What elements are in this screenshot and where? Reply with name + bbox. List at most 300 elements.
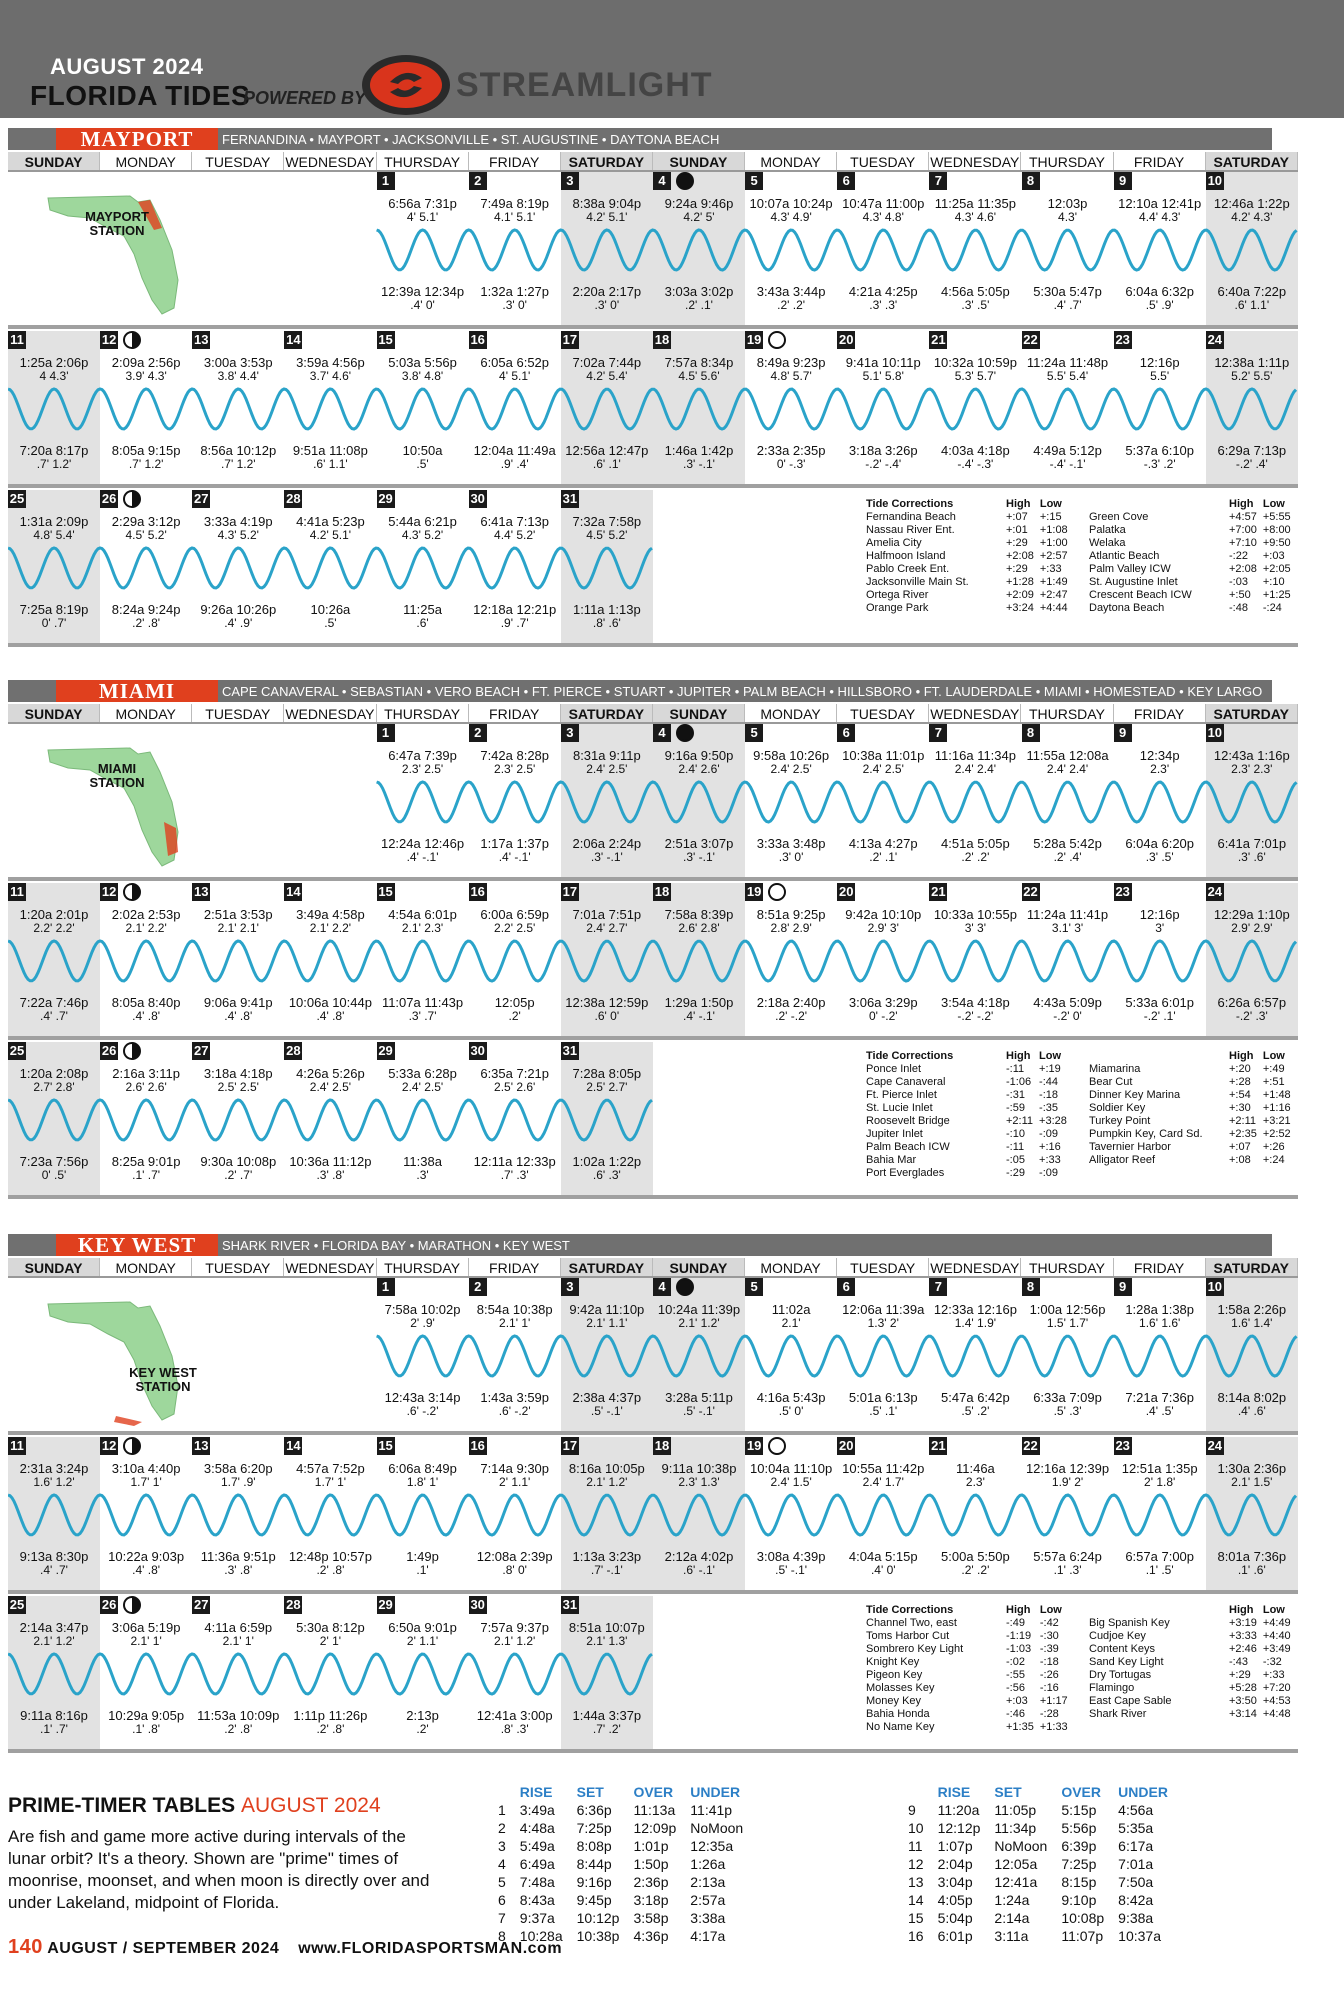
low-tide-times xyxy=(100,1549,192,1576)
pt-column-header: SET xyxy=(994,1784,1022,1800)
low-tide-time: 1:46a 1:42p xyxy=(664,443,734,458)
high-tide-time: 7:49a 8:19p xyxy=(480,196,550,211)
corrections-cell: +3:19 xyxy=(1229,1617,1257,1629)
low-tide-level: .4' 0' xyxy=(870,1563,896,1577)
low-tide-times xyxy=(561,1549,653,1576)
corrections-cell: -:28 xyxy=(1039,1708,1059,1720)
corrections-cell: +1:25 xyxy=(1262,589,1291,601)
high-tide-times xyxy=(1206,1461,1298,1488)
low-tide-level: .8' 0' xyxy=(502,1563,527,1577)
low-tide-time: 9:06a 9:41p xyxy=(203,995,273,1010)
high-tide-time: 3:06a 5:19p xyxy=(111,1620,181,1635)
high-tide-level: 4.3' 4.6' xyxy=(954,210,997,224)
corrections-cell: +:33 xyxy=(1262,1669,1285,1681)
high-tide-time: 9:24a 9:46p xyxy=(664,196,734,211)
prime-timer-heading: PRIME-TIMER TABLES xyxy=(8,1794,236,1817)
low-tide-level: -.3' .2' xyxy=(1143,457,1176,471)
low-tide-times xyxy=(192,443,284,470)
low-tide-times xyxy=(284,1154,376,1181)
pt-day: 13 xyxy=(908,1874,924,1890)
low-tide-time: 12:04a 11:49a xyxy=(473,443,556,458)
website-link[interactable]: www.FLORIDASPORTSMAN.com xyxy=(298,1940,563,1957)
low-tide-time: 6:33a 7:09p xyxy=(1033,1390,1102,1405)
low-tide-time: 10:06a 10:44p xyxy=(288,995,372,1010)
day-cell xyxy=(192,1596,284,1753)
day-cell xyxy=(1022,724,1114,881)
day-cell xyxy=(192,1042,284,1199)
corrections-cell: -:03 xyxy=(1229,576,1248,588)
high-tide-times xyxy=(100,907,192,934)
day-number: 7 xyxy=(929,724,947,742)
high-tide-time: 9:58a 10:26p xyxy=(753,748,830,763)
low-tide-times xyxy=(100,995,192,1022)
low-tide-time: 5:28a 5:42p xyxy=(1033,836,1102,851)
tide-corrections-table xyxy=(863,1604,1071,1734)
corrections-cell: +1:08 xyxy=(1039,524,1068,536)
high-tide-time: 12:16p xyxy=(1139,355,1180,370)
low-tide-times xyxy=(745,1390,837,1417)
low-tide-time: 4:03a 4:18p xyxy=(941,443,1010,458)
day-cell xyxy=(8,1042,100,1199)
high-tide-level: 4.5' 5.2' xyxy=(125,528,167,542)
low-tide-level: .7' -.1' xyxy=(590,1563,623,1577)
pt-time: 9:16p xyxy=(576,1874,612,1890)
pt-time: 5:56p xyxy=(1061,1820,1097,1836)
day-number: 19 xyxy=(746,332,762,347)
low-tide-level: .5' -.1' xyxy=(590,1404,623,1418)
day-header: FRIDAY xyxy=(1114,152,1206,170)
day-number: 18 xyxy=(654,884,670,899)
streamlight-logo xyxy=(360,52,720,118)
day-cell xyxy=(192,331,284,488)
high-tide-times xyxy=(100,1461,192,1488)
high-tide-time: 1:00a 12:56p xyxy=(1029,1302,1106,1317)
day-number: 17 xyxy=(562,1438,578,1453)
high-tide-time: 10:47a 11:00p xyxy=(842,196,925,211)
high-tide-level: 2.1' 1' xyxy=(499,1316,531,1330)
corrections-cell: +:30 xyxy=(1229,1102,1251,1114)
pt-day: 4 xyxy=(498,1856,506,1872)
low-tide-times xyxy=(469,284,561,311)
corrections-cell: -:39 xyxy=(1039,1643,1059,1655)
high-tide-time: 9:41a 10:11p xyxy=(845,355,921,370)
day-number: 30 xyxy=(470,1597,485,1612)
corrections-cell: +:28 xyxy=(1229,1076,1251,1088)
corrections-cell: +:07 xyxy=(1006,511,1028,523)
low-tide-level: .5' 0' xyxy=(778,1404,804,1418)
low-tide-level: .6' -.1' xyxy=(683,1563,715,1577)
moon-phase-icon xyxy=(676,724,694,742)
low-tide-time: 2:51a 3:07p xyxy=(664,836,734,851)
day-cell xyxy=(837,1278,929,1435)
prime-timer-month: AUGUST 2024 xyxy=(240,1794,381,1817)
high-tide-times xyxy=(1022,907,1114,934)
corrections-cell: +:10 xyxy=(1262,576,1285,588)
day-cell xyxy=(1206,331,1298,488)
high-tide-level: 2.4' 2.5' xyxy=(586,762,628,776)
day-number: 5 xyxy=(745,1278,763,1296)
day-header: SUNDAY xyxy=(8,152,100,170)
corrections-cell: +:33 xyxy=(1039,1154,1061,1166)
corrections-cell: Jupiter Inlet xyxy=(866,1128,923,1140)
pt-time: 12:35a xyxy=(690,1838,734,1854)
corrections-cell: -:18 xyxy=(1039,1089,1058,1101)
day-header: TUESDAY xyxy=(192,1258,284,1276)
day-cell xyxy=(1114,724,1206,881)
streamlight-logo-icon xyxy=(360,52,452,118)
high-tide-time: 2:09a 2:56p xyxy=(111,355,181,370)
low-tide-times xyxy=(469,443,561,470)
high-tide-level: 1.9' 2' xyxy=(1051,1475,1084,1489)
low-tide-time: 7:21a 7:36p xyxy=(1125,1390,1195,1405)
corrections-header xyxy=(1086,1604,1226,1617)
day-number: 9 xyxy=(1114,724,1132,742)
day-header: THURSDAY xyxy=(1021,152,1113,170)
pt-time: 12:09p xyxy=(633,1820,677,1836)
low-tide-level: .5' .3' xyxy=(1053,1404,1082,1418)
corrections-cell: +2:46 xyxy=(1229,1643,1257,1655)
low-tide-level: -.4' -.1' xyxy=(1049,457,1086,471)
high-tide-level: 1.5' 1.7' xyxy=(1046,1316,1089,1330)
high-tide-level: 2.4' 2.7' xyxy=(586,921,628,935)
corrections-cell: Knight Key xyxy=(866,1656,920,1668)
day-header: THURSDAY xyxy=(1021,1258,1113,1276)
pt-time: 8:44p xyxy=(576,1856,612,1872)
high-tide-time: 3:33a 4:19p xyxy=(203,514,273,529)
low-tide-level: 0' .5' xyxy=(41,1168,67,1182)
high-tide-level: 2.1' xyxy=(781,1316,801,1330)
high-tide-level: 5.5' xyxy=(1150,369,1170,383)
day-cell xyxy=(929,172,1021,329)
corrections-cell: +1:16 xyxy=(1262,1102,1291,1114)
pt-day: 5 xyxy=(498,1874,506,1890)
high-tide-time: 7:01a 7:51p xyxy=(572,907,642,922)
corrections-cell: Shark River xyxy=(1089,1708,1147,1720)
corrections-cell: Sand Key Light xyxy=(1089,1656,1164,1668)
low-tide-time: 8:05a 9:15p xyxy=(111,443,181,458)
day-number: 20 xyxy=(839,332,854,347)
pt-time: 1:24a xyxy=(994,1892,1030,1908)
day-cell xyxy=(1114,1278,1206,1435)
low-tide-level: .6' xyxy=(416,616,429,630)
low-tide-time: 3:43a 3:44p xyxy=(756,284,826,299)
low-tide-level: -.2' -.4' xyxy=(865,457,902,471)
high-tide-level: 2.3' 2.3' xyxy=(1231,762,1273,776)
corrections-cell: +3:49 xyxy=(1262,1643,1291,1655)
day-header: FRIDAY xyxy=(1114,1258,1206,1276)
high-tide-level: 2.4' 2.5' xyxy=(862,762,904,776)
low-tide-level: .2' xyxy=(508,1009,521,1023)
low-tide-times xyxy=(1114,995,1206,1022)
low-tide-times xyxy=(192,602,284,629)
low-tide-level: .3' .3' xyxy=(869,298,898,312)
low-tide-level: -.2' .3' xyxy=(1235,1009,1268,1023)
low-tide-time: 12:38a 12:59p xyxy=(565,995,649,1010)
low-tide-level: .3' .8' xyxy=(316,1168,345,1182)
pt-time: 11:20a xyxy=(937,1802,980,1818)
low-tide-time: 11:25a xyxy=(403,602,442,617)
day-number: 28 xyxy=(286,1597,301,1612)
corrections-cell: -:11 xyxy=(1006,1141,1025,1153)
low-tide-times xyxy=(377,1708,469,1735)
high-tide-time: 8:49a 9:23p xyxy=(756,355,826,370)
pt-time: 2:36p xyxy=(633,1874,669,1890)
high-tide-time: 3:18a 4:18p xyxy=(203,1066,273,1081)
high-tide-level: 4.2' 5.1' xyxy=(586,210,628,224)
day-cell xyxy=(192,883,284,1040)
high-tide-times xyxy=(469,355,561,382)
high-tide-level: 4.3' 5.2' xyxy=(217,528,259,542)
low-tide-time: 12:05p xyxy=(494,995,535,1010)
low-tide-time: 2:06a 2:24p xyxy=(572,836,642,851)
low-tide-times xyxy=(469,602,561,629)
day-header: THURSDAY xyxy=(377,704,469,722)
high-tide-level: 1.7' .9' xyxy=(220,1475,256,1489)
day-cell xyxy=(745,724,837,881)
day-number: 26 xyxy=(101,1043,117,1058)
prime-timer-table-left xyxy=(490,1782,751,1946)
high-tide-times xyxy=(1206,355,1298,382)
day-number: 6 xyxy=(837,724,855,742)
corrections-cell: -:49 xyxy=(1006,1617,1025,1629)
day-cell xyxy=(284,1596,376,1753)
day-number: 11 xyxy=(8,883,26,901)
high-tide-time: 1:25a 2:06p xyxy=(19,355,89,370)
day-number: 11 xyxy=(8,331,26,349)
corrections-header: Low xyxy=(1262,498,1285,510)
corrections-cell: +3:28 xyxy=(1039,1115,1067,1127)
pt-time: 4:56a xyxy=(1118,1802,1154,1818)
day-header: THURSDAY xyxy=(377,1258,469,1276)
high-tide-level: 1.6' 1.2' xyxy=(33,1475,75,1489)
high-tide-times xyxy=(837,907,929,934)
day-number: 23 xyxy=(1115,884,1130,899)
high-tide-times xyxy=(745,196,837,223)
low-tide-time: 8:01a 7:36p xyxy=(1217,1549,1287,1564)
day-number: 8 xyxy=(1022,172,1040,190)
high-tide-level: 5.2' 5.5' xyxy=(1231,369,1273,383)
corrections-cell: -:46 xyxy=(1006,1708,1025,1720)
high-tide-time: 5:03a 5:56p xyxy=(388,355,457,370)
low-tide-level: .4' -.1' xyxy=(406,850,439,864)
high-tide-times xyxy=(929,355,1021,382)
day-number: 25 xyxy=(9,491,25,506)
low-tide-time: 4:43a 5:09p xyxy=(1033,995,1102,1010)
high-tide-level: 3.9' 4.3' xyxy=(125,369,167,383)
low-tide-times xyxy=(8,443,100,470)
day-number: 31 xyxy=(562,1043,578,1058)
day-header: WEDNESDAY xyxy=(285,1260,375,1276)
low-tide-times xyxy=(469,1708,561,1735)
low-tide-level: .8' .6' xyxy=(592,616,621,630)
corrections-cell: Miamarina xyxy=(1089,1063,1141,1075)
high-tide-time: 12:33a 12:16p xyxy=(933,1302,1017,1317)
high-tide-time: 8:51a 9:25p xyxy=(756,907,826,922)
low-tide-time: 6:40a 7:22p xyxy=(1217,284,1287,299)
high-tide-times xyxy=(469,514,561,541)
high-tide-time: 3:10a 4:40p xyxy=(111,1461,181,1476)
day-number: 21 xyxy=(931,884,946,899)
pt-time: 1:07p xyxy=(937,1838,973,1854)
low-tide-level: .2' xyxy=(416,1722,429,1736)
low-tide-times xyxy=(377,1154,469,1181)
moon-phase-icon xyxy=(123,331,141,349)
day-number: 13 xyxy=(194,884,209,899)
day-cell xyxy=(561,1278,653,1435)
day-cell xyxy=(1022,172,1114,329)
day-header: SUNDAY xyxy=(8,1258,100,1276)
high-tide-time: 7:57a 9:37p xyxy=(480,1620,550,1635)
high-tide-times xyxy=(1114,1302,1206,1329)
corrections-cell: Palm Valley ICW xyxy=(1089,563,1171,575)
pt-day: 3 xyxy=(498,1838,506,1854)
moon-phase-icon xyxy=(676,172,694,190)
corrections-cell: Toms Harbor Cut xyxy=(866,1630,950,1642)
day-header: MONDAY xyxy=(100,152,192,170)
low-tide-time: 8:25a 9:01p xyxy=(111,1154,181,1169)
low-tide-level: .1' .3' xyxy=(1053,1563,1082,1577)
day-header: FRIDAY xyxy=(469,1258,561,1276)
corrections-cell: +1:33 xyxy=(1039,1721,1068,1733)
high-tide-level: 4 4.3' xyxy=(39,369,69,383)
high-tide-level: 2.1' 2.2' xyxy=(125,921,167,935)
low-tide-time: 3:06a 3:29p xyxy=(848,995,918,1010)
corrections-cell: Halfmoon Island xyxy=(866,550,946,562)
low-tide-times xyxy=(1022,284,1114,311)
florida-map-icon xyxy=(38,732,198,872)
low-tide-time: 10:36a 11:12p xyxy=(289,1154,372,1169)
high-tide-time: 12:43a 1:16p xyxy=(1213,748,1290,763)
day-cell xyxy=(929,883,1021,1040)
low-tide-time: 4:21a 4:25p xyxy=(848,284,918,299)
day-cell xyxy=(469,331,561,488)
high-tide-times xyxy=(561,1461,653,1488)
day-number: 24 xyxy=(1207,332,1223,347)
pt-time: 8:43a xyxy=(519,1892,555,1908)
low-tide-times xyxy=(745,836,837,863)
low-tide-level: .4' .7' xyxy=(1053,298,1082,312)
corrections-cell: Content Keys xyxy=(1089,1643,1156,1655)
high-tide-times xyxy=(8,514,100,541)
corrections-cell: Crescent Beach ICW xyxy=(1089,589,1192,601)
day-number: 12 xyxy=(101,1438,117,1453)
corrections-cell: +:29 xyxy=(1229,1669,1251,1681)
high-tide-time: 12:16p xyxy=(1139,907,1180,922)
moon-phase-icon xyxy=(123,1437,141,1455)
corrections-header: Tide Corrections xyxy=(866,1604,954,1616)
day-number: 18 xyxy=(654,332,670,347)
corrections-cell: -:24 xyxy=(1262,602,1282,614)
high-tide-level: 4' 5.1' xyxy=(499,369,531,383)
high-tide-level: 2.1' 1.5' xyxy=(1231,1475,1273,1489)
corrections-cell: +5:28 xyxy=(1229,1682,1257,1694)
high-tide-level: 2.3' 2.5' xyxy=(401,762,444,776)
day-number: 17 xyxy=(562,332,578,347)
moon-phase-icon xyxy=(768,883,786,901)
high-tide-time: 11:24a 11:41p xyxy=(1026,907,1109,922)
station-label: MAYPORT STATION xyxy=(85,209,149,238)
pt-time: 1:26a xyxy=(690,1856,726,1872)
high-tide-level: 1.4' 1.9' xyxy=(954,1316,997,1330)
high-tide-time: 6:41a 7:13p xyxy=(480,514,550,529)
day-cell xyxy=(469,1278,561,1435)
day-cell xyxy=(653,172,745,329)
day-header: TUESDAY xyxy=(192,152,284,170)
day-cell xyxy=(929,331,1021,488)
high-tide-times xyxy=(284,514,376,541)
day-cell xyxy=(653,724,745,881)
high-tide-times xyxy=(1022,1461,1114,1488)
high-tide-times xyxy=(284,355,376,382)
corrections-cell: Dry Tortugas xyxy=(1089,1669,1152,1681)
high-tide-times xyxy=(377,514,469,541)
low-tide-time: 10:26a xyxy=(310,602,351,617)
high-tide-time: 12:16a 12:39p xyxy=(1025,1461,1110,1476)
low-tide-times xyxy=(1114,1390,1206,1417)
pt-time: 6:36p xyxy=(576,1802,612,1818)
day-cell xyxy=(377,1596,469,1753)
low-tide-time: 5:57a 6:24p xyxy=(1033,1549,1102,1564)
day-number: 21 xyxy=(931,1438,946,1453)
corrections-cell: -:55 xyxy=(1006,1669,1025,1681)
pt-day: 10 xyxy=(908,1820,924,1836)
high-tide-time: 3:00a 3:53p xyxy=(203,355,273,370)
corrections-cell: Palatka xyxy=(1089,524,1126,536)
pt-column-header: UNDER xyxy=(1118,1784,1168,1800)
moon-phase-icon xyxy=(123,1042,141,1060)
low-tide-level: .7' 1.2' xyxy=(128,457,164,471)
corrections-cell: Ft. Pierce Inlet xyxy=(866,1089,937,1101)
high-tide-level: 4.5' 5.2' xyxy=(586,528,628,542)
day-header: MONDAY xyxy=(745,1258,837,1276)
day-cell xyxy=(1206,883,1298,1040)
low-tide-level: .5' -.1' xyxy=(683,1404,715,1418)
region-name: MAYPORT xyxy=(56,128,218,150)
corrections-cell: +1:49 xyxy=(1039,576,1068,588)
low-tide-level: .2' .8' xyxy=(224,1722,253,1736)
low-tide-time: 2:38a 4:37p xyxy=(572,1390,642,1405)
pt-time: 5:35a xyxy=(1118,1820,1154,1836)
high-tide-time: 6:05a 6:52p xyxy=(480,355,550,370)
day-header: WEDNESDAY xyxy=(930,706,1020,722)
day-cell xyxy=(8,1437,100,1594)
day-number: 14 xyxy=(286,884,301,899)
low-tide-times xyxy=(561,1154,653,1181)
low-tide-time: 12:24a 12:46p xyxy=(380,836,465,851)
high-tide-times xyxy=(929,1302,1021,1329)
high-tide-level: 2' 1' xyxy=(319,1634,342,1648)
corrections-cell: -:02 xyxy=(1006,1656,1025,1668)
low-tide-time: 1:17a 1:37p xyxy=(480,836,550,851)
day-number: 4 xyxy=(653,724,671,742)
week-divider xyxy=(8,1749,1298,1753)
high-tide-times xyxy=(377,748,469,775)
high-tide-time: 7:02a 7:44p xyxy=(572,355,642,370)
high-tide-level: 2.1' 1.2' xyxy=(494,1634,536,1648)
tide-region-key-west xyxy=(8,1234,1298,1774)
high-tide-times xyxy=(653,907,745,934)
corrections-cell: +4:49 xyxy=(1262,1617,1291,1629)
corrections-cell: +:50 xyxy=(1229,589,1251,601)
high-tide-time: 12:06a 11:39a xyxy=(842,1302,925,1317)
high-tide-level: 4.4' 5.2' xyxy=(494,528,536,542)
day-number: 25 xyxy=(9,1597,25,1612)
high-tide-times xyxy=(929,1461,1021,1488)
day-number: 9 xyxy=(1114,172,1132,190)
high-tide-level: 4.5' 5.6' xyxy=(678,369,720,383)
low-tide-time: 3:54a 4:18p xyxy=(941,995,1010,1010)
low-tide-level: 0' -.2' xyxy=(868,1009,898,1023)
